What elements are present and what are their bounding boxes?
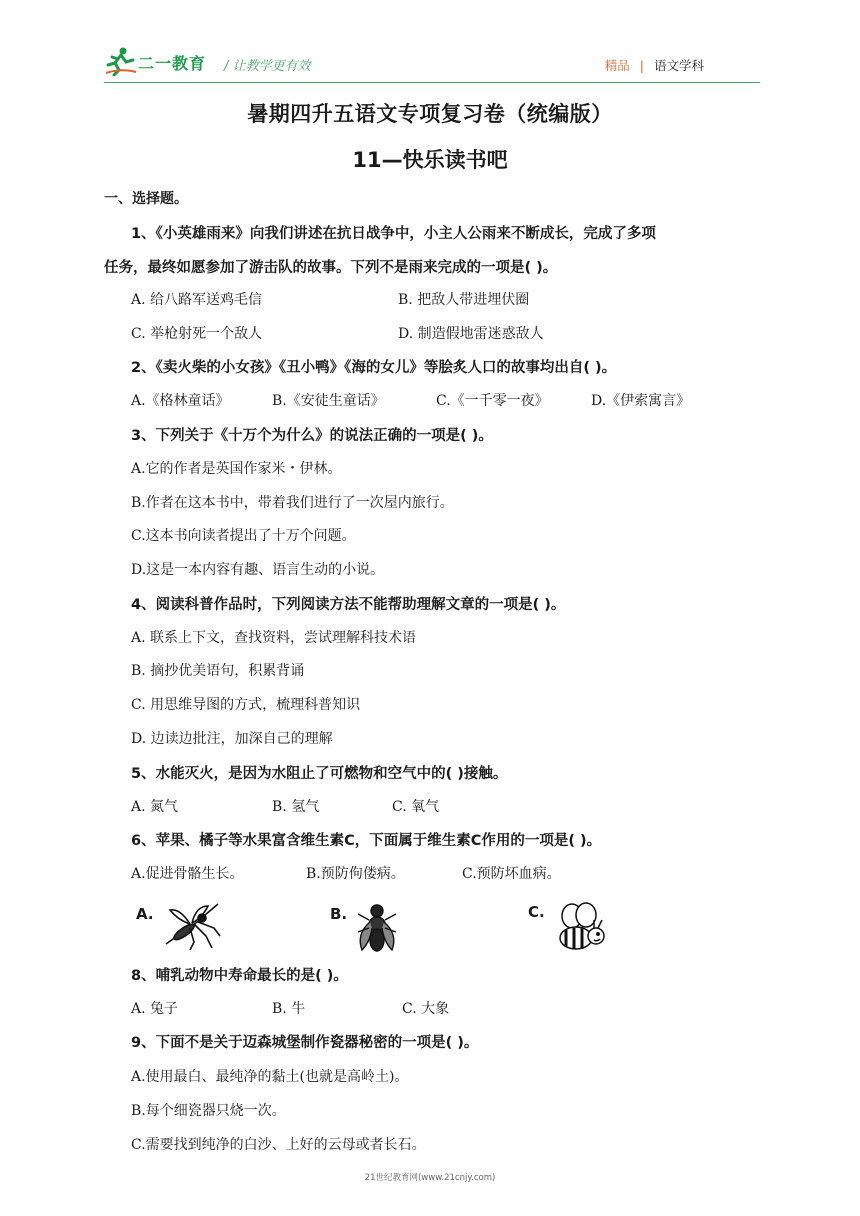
question-4: 4、阅读科普作品时，下列阅读方法不能帮助理解文章的一项是( )。 bbox=[131, 597, 566, 613]
slogan: / 让教学更有效 bbox=[224, 59, 311, 74]
q8-option-c: C. 大象 bbox=[402, 1001, 450, 1017]
header-rule bbox=[104, 82, 760, 83]
q6-option-b: B.预防佝偻病。 bbox=[306, 866, 405, 882]
q5-option-b: B. 氢气 bbox=[272, 799, 320, 815]
q4-option-b: B. 摘抄优美语句，积累背诵 bbox=[131, 663, 305, 679]
q8-option-a: A. 兔子 bbox=[131, 1001, 179, 1017]
q9-option-c: C.需要找到纯净的白沙、上好的云母或者长石。 bbox=[131, 1137, 426, 1153]
question-5: 5、水能灭火，是因为水阻止了可燃物和空气中的( )接触。 bbox=[131, 766, 508, 782]
q4-option-d: D. 边读边批注，加深自己的理解 bbox=[131, 731, 333, 747]
q4-option-a: A. 联系上下文，查找资料，尝试理解科技术语 bbox=[131, 630, 417, 646]
q9-option-a: A.使用最白、最纯净的黏土(也就是高岭土)。 bbox=[131, 1069, 409, 1085]
mosquito-icon bbox=[160, 902, 222, 952]
logo-text: 二一教育 bbox=[138, 54, 207, 73]
q1-option-c: C. 举枪射死一个敌人 bbox=[131, 326, 263, 342]
q4-option-c: C. 用思维导图的方式，梳理科普知识 bbox=[131, 697, 361, 713]
section-heading: 一、选择题。 bbox=[104, 191, 188, 207]
header-separator: | bbox=[639, 58, 644, 73]
q9-option-b: B.每个细瓷器只烧一次。 bbox=[131, 1103, 286, 1119]
fly-icon bbox=[354, 902, 400, 954]
q5-option-c: C. 氧气 bbox=[392, 799, 440, 815]
logo bbox=[104, 46, 224, 80]
question-1-line-1: 1、《小英雄雨来》向我们讲述在抗日战争中，小主人公雨来不断成长，完成了多项 bbox=[131, 226, 656, 242]
runner-logo-icon bbox=[104, 46, 138, 76]
q6-option-c: C.预防坏血病。 bbox=[462, 866, 561, 882]
q5-option-a: A. 氮气 bbox=[131, 799, 179, 815]
q2-option-b: B.《安徒生童话》 bbox=[272, 393, 385, 409]
page-subtitle: 11—快乐读书吧 bbox=[352, 148, 508, 172]
q8-option-b: B. 牛 bbox=[272, 1001, 306, 1017]
insect-options bbox=[132, 900, 632, 956]
jingpin-label: 精品 bbox=[604, 58, 630, 73]
q3-option-a: A.它的作者是英国作家米・伊林。 bbox=[131, 461, 342, 477]
bee-icon bbox=[552, 902, 610, 954]
page-title: 暑期四升五语文专项复习卷（统编版） bbox=[247, 102, 613, 126]
question-3: 3、下列关于《十万个为什么》的说法正确的一项是( )。 bbox=[131, 428, 493, 444]
insect-option-c-label: C. bbox=[528, 903, 545, 921]
question-2: 2、《卖火柴的小女孩》《丑小鸭》《海的女儿》等脍炙人口的故事均出自( )。 bbox=[131, 360, 617, 376]
insect-option-b-label: B. bbox=[330, 905, 348, 923]
page-header bbox=[0, 0, 860, 90]
q2-option-c: C.《一千零一夜》 bbox=[436, 393, 549, 409]
q3-option-c: C.这本书向读者提出了十万个问题。 bbox=[131, 528, 356, 544]
q3-option-b: B.作者在这本书中，带着我们进行了一次屋内旅行。 bbox=[131, 495, 454, 511]
insect-option-a-label: A. bbox=[136, 905, 154, 923]
q6-option-a: A.促进骨骼生长。 bbox=[131, 866, 244, 882]
q3-option-d: D.这是一本内容有趣、语言生动的小说。 bbox=[131, 562, 385, 578]
q2-option-d: D.《伊索寓言》 bbox=[591, 393, 691, 409]
question-8: 8、哺乳动物中寿命最长的是( )。 bbox=[131, 968, 348, 984]
question-9: 9、下面不是关于迈森城堡制作瓷器秘密的一项是( )。 bbox=[131, 1035, 479, 1051]
subject-label: 语文学科 bbox=[653, 58, 704, 73]
q1-option-a: A. 给八路军送鸡毛信 bbox=[131, 292, 263, 308]
question-6: 6、苹果、橘子等水果富含维生素C，下面属于维生素C作用的一项是( )。 bbox=[131, 833, 602, 849]
page-footer: 21世纪教育网(www.21cnjy.com) bbox=[364, 1173, 496, 1183]
q2-option-a: A.《格林童话》 bbox=[131, 393, 230, 409]
header-right bbox=[605, 56, 704, 74]
question-1-line-2: 任务，最终如愿参加了游击队的故事。下列不是雨来完成的一项是( )。 bbox=[104, 260, 558, 276]
q1-option-d: D. 制造假地雷迷惑敌人 bbox=[398, 326, 544, 342]
q1-option-b: B. 把敌人带进埋伏圈 bbox=[398, 292, 530, 308]
